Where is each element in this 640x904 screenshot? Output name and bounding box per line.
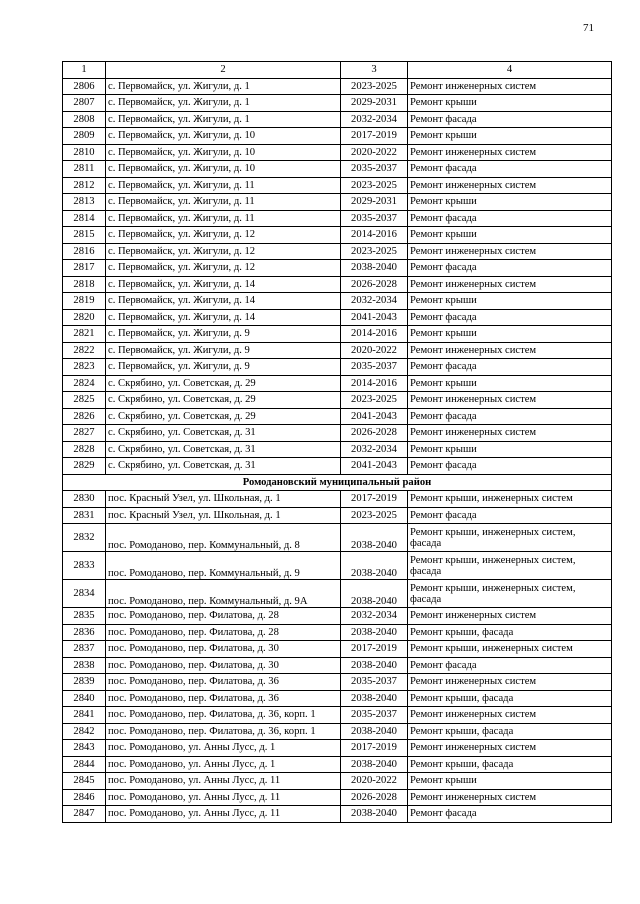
address-cell: с. Первомайск, ул. Жигули, д. 12 bbox=[106, 260, 341, 277]
work-type-cell: Ремонт крыши, фасада bbox=[408, 690, 612, 707]
row-number-cell: 2830 bbox=[63, 491, 106, 508]
row-number-cell: 2826 bbox=[63, 408, 106, 425]
work-type-cell: Ремонт инженерных систем bbox=[408, 425, 612, 442]
work-type-cell: Ремонт фасада bbox=[408, 161, 612, 178]
work-type-cell: Ремонт крыши, инженерных систем, фасада bbox=[408, 580, 612, 608]
table-row bbox=[63, 276, 612, 293]
address-cell: с. Первомайск, ул. Жигули, д. 14 bbox=[106, 309, 341, 326]
table-row bbox=[63, 161, 612, 178]
table-row bbox=[63, 441, 612, 458]
address-cell: с. Первомайск, ул. Жигули, д. 11 bbox=[106, 194, 341, 211]
row-number-cell: 2833 bbox=[63, 552, 106, 580]
address-cell: пос. Ромоданово, пер. Филатова, д. 36, корп. 1 bbox=[106, 707, 341, 724]
work-type-cell: Ремонт крыши bbox=[408, 128, 612, 145]
work-type-cell: Ремонт фасада bbox=[408, 657, 612, 674]
work-type-cell: Ремонт фасада bbox=[408, 806, 612, 823]
period-cell: 2023-2025 bbox=[341, 392, 408, 409]
work-type-cell: Ремонт фасада bbox=[408, 507, 612, 524]
work-type-cell: Ремонт крыши, инженерных систем, фасада bbox=[408, 524, 612, 552]
work-type-cell: Ремонт инженерных систем bbox=[408, 789, 612, 806]
address-cell: с. Первомайск, ул. Жигули, д. 10 bbox=[106, 161, 341, 178]
row-number-cell: 2808 bbox=[63, 111, 106, 128]
address-cell: пос. Красный Узел, ул. Школьная, д. 1 bbox=[106, 491, 341, 508]
period-cell: 2026-2028 bbox=[341, 425, 408, 442]
period-cell: 2038-2040 bbox=[341, 806, 408, 823]
table-row bbox=[63, 359, 612, 376]
repair-schedule-table bbox=[62, 61, 612, 823]
table-row bbox=[63, 375, 612, 392]
address-cell: с. Первомайск, ул. Жигули, д. 12 bbox=[106, 243, 341, 260]
address-cell: пос. Ромоданово, ул. Анны Лусс, д. 1 bbox=[106, 756, 341, 773]
period-cell: 2038-2040 bbox=[341, 756, 408, 773]
work-type-cell: Ремонт фасада bbox=[408, 408, 612, 425]
row-number-cell: 2824 bbox=[63, 375, 106, 392]
work-type-cell: Ремонт крыши bbox=[408, 375, 612, 392]
row-number-cell: 2844 bbox=[63, 756, 106, 773]
period-cell: 2026-2028 bbox=[341, 276, 408, 293]
period-cell: 2026-2028 bbox=[341, 789, 408, 806]
row-number-cell: 2841 bbox=[63, 707, 106, 724]
row-number-cell: 2816 bbox=[63, 243, 106, 260]
period-cell: 2032-2034 bbox=[341, 441, 408, 458]
table-row bbox=[63, 690, 612, 707]
row-number-cell: 2817 bbox=[63, 260, 106, 277]
table-row bbox=[63, 674, 612, 691]
work-type-cell: Ремонт крыши bbox=[408, 326, 612, 343]
table-row bbox=[63, 260, 612, 277]
row-number-cell: 2846 bbox=[63, 789, 106, 806]
row-number-cell: 2837 bbox=[63, 641, 106, 658]
address-cell: с. Первомайск, ул. Жигули, д. 1 bbox=[106, 78, 341, 95]
section-title: Ромодановский муниципальный район bbox=[63, 474, 612, 491]
period-cell: 2023-2025 bbox=[341, 177, 408, 194]
address-cell: пос. Ромоданово, ул. Анны Лусс, д. 11 bbox=[106, 773, 341, 790]
period-cell: 2020-2022 bbox=[341, 144, 408, 161]
address-cell: пос. Ромоданово, пер. Филатова, д. 28 bbox=[106, 608, 341, 625]
row-number-cell: 2818 bbox=[63, 276, 106, 293]
column-header-1: 1 bbox=[63, 62, 106, 79]
address-cell: пос. Красный Узел, ул. Школьная, д. 1 bbox=[106, 507, 341, 524]
work-type-cell: Ремонт инженерных систем bbox=[408, 740, 612, 757]
table-row bbox=[63, 210, 612, 227]
work-type-cell: Ремонт крыши, фасада bbox=[408, 756, 612, 773]
period-cell: 2038-2040 bbox=[341, 624, 408, 641]
period-cell: 2014-2016 bbox=[341, 326, 408, 343]
period-cell: 2017-2019 bbox=[341, 740, 408, 757]
address-cell: с. Скрябино, ул. Советская, д. 31 bbox=[106, 441, 341, 458]
period-cell: 2035-2037 bbox=[341, 161, 408, 178]
address-cell: с. Скрябино, ул. Советская, д. 31 bbox=[106, 458, 341, 475]
work-type-cell: Ремонт крыши, инженерных систем bbox=[408, 641, 612, 658]
address-cell: с. Первомайск, ул. Жигули, д. 12 bbox=[106, 227, 341, 244]
address-cell: с. Скрябино, ул. Советская, д. 29 bbox=[106, 375, 341, 392]
row-number-cell: 2832 bbox=[63, 524, 106, 552]
period-cell: 2035-2037 bbox=[341, 359, 408, 376]
row-number-cell: 2821 bbox=[63, 326, 106, 343]
table-row bbox=[63, 723, 612, 740]
work-type-cell: Ремонт инженерных систем bbox=[408, 392, 612, 409]
period-cell: 2038-2040 bbox=[341, 260, 408, 277]
column-header-3: 3 bbox=[341, 62, 408, 79]
row-number-cell: 2838 bbox=[63, 657, 106, 674]
address-cell: с. Скрябино, ул. Советская, д. 29 bbox=[106, 392, 341, 409]
period-cell: 2038-2040 bbox=[341, 657, 408, 674]
period-cell: 2032-2034 bbox=[341, 111, 408, 128]
period-cell: 2023-2025 bbox=[341, 78, 408, 95]
address-cell: с. Первомайск, ул. Жигули, д. 9 bbox=[106, 342, 341, 359]
row-number-cell: 2829 bbox=[63, 458, 106, 475]
table-row bbox=[63, 458, 612, 475]
work-type-cell: Ремонт фасада bbox=[408, 309, 612, 326]
row-number-cell: 2843 bbox=[63, 740, 106, 757]
period-cell: 2038-2040 bbox=[341, 524, 408, 552]
work-type-cell: Ремонт инженерных систем bbox=[408, 707, 612, 724]
table-row bbox=[63, 740, 612, 757]
period-cell: 2020-2022 bbox=[341, 342, 408, 359]
period-cell: 2020-2022 bbox=[341, 773, 408, 790]
table-row bbox=[63, 789, 612, 806]
period-cell: 2032-2034 bbox=[341, 293, 408, 310]
period-cell: 2023-2025 bbox=[341, 507, 408, 524]
address-cell: пос. Ромоданово, пер. Филатова, д. 36 bbox=[106, 690, 341, 707]
table-row bbox=[63, 425, 612, 442]
period-cell: 2038-2040 bbox=[341, 723, 408, 740]
address-cell: с. Первомайск, ул. Жигули, д. 11 bbox=[106, 210, 341, 227]
work-type-cell: Ремонт крыши bbox=[408, 293, 612, 310]
row-number-cell: 2840 bbox=[63, 690, 106, 707]
address-cell: с. Первомайск, ул. Жигули, д. 10 bbox=[106, 128, 341, 145]
table-row bbox=[63, 177, 612, 194]
table-row bbox=[63, 392, 612, 409]
row-number-cell: 2831 bbox=[63, 507, 106, 524]
address-cell: с. Первомайск, ул. Жигули, д. 10 bbox=[106, 144, 341, 161]
work-type-cell: Ремонт крыши, фасада bbox=[408, 723, 612, 740]
address-cell: с. Скрябино, ул. Советская, д. 29 bbox=[106, 408, 341, 425]
row-number-cell: 2820 bbox=[63, 309, 106, 326]
address-cell: пос. Ромоданово, пер. Коммунальный, д. 9 bbox=[106, 552, 341, 580]
work-type-cell: Ремонт фасада bbox=[408, 260, 612, 277]
table-row bbox=[63, 580, 612, 608]
work-type-cell: Ремонт крыши bbox=[408, 194, 612, 211]
period-cell: 2038-2040 bbox=[341, 552, 408, 580]
table-row bbox=[63, 95, 612, 112]
work-type-cell: Ремонт крыши bbox=[408, 773, 612, 790]
table-row bbox=[63, 773, 612, 790]
table-row bbox=[63, 624, 612, 641]
row-number-cell: 2810 bbox=[63, 144, 106, 161]
table-row bbox=[63, 524, 612, 552]
table-row bbox=[63, 128, 612, 145]
row-number-cell: 2815 bbox=[63, 227, 106, 244]
address-cell: пос. Ромоданово, ул. Анны Лусс, д. 11 bbox=[106, 806, 341, 823]
table-row bbox=[63, 507, 612, 524]
address-cell: пос. Ромоданово, ул. Анны Лусс, д. 1 bbox=[106, 740, 341, 757]
work-type-cell: Ремонт крыши, инженерных систем bbox=[408, 491, 612, 508]
work-type-cell: Ремонт фасада bbox=[408, 458, 612, 475]
work-type-cell: Ремонт инженерных систем bbox=[408, 177, 612, 194]
work-type-cell: Ремонт фасада bbox=[408, 210, 612, 227]
period-cell: 2035-2037 bbox=[341, 707, 408, 724]
column-header-4: 4 bbox=[408, 62, 612, 79]
table-row bbox=[63, 326, 612, 343]
row-number-cell: 2812 bbox=[63, 177, 106, 194]
table-row bbox=[63, 552, 612, 580]
table-row bbox=[63, 111, 612, 128]
table-row bbox=[63, 806, 612, 823]
table-row bbox=[63, 78, 612, 95]
work-type-cell: Ремонт крыши bbox=[408, 95, 612, 112]
work-type-cell: Ремонт инженерных систем bbox=[408, 342, 612, 359]
row-number-cell: 2827 bbox=[63, 425, 106, 442]
row-number-cell: 2847 bbox=[63, 806, 106, 823]
address-cell: с. Первомайск, ул. Жигули, д. 11 bbox=[106, 177, 341, 194]
period-cell: 2041-2043 bbox=[341, 458, 408, 475]
row-number-cell: 2839 bbox=[63, 674, 106, 691]
period-cell: 2029-2031 bbox=[341, 194, 408, 211]
row-number-cell: 2822 bbox=[63, 342, 106, 359]
row-number-cell: 2813 bbox=[63, 194, 106, 211]
address-cell: с. Первомайск, ул. Жигули, д. 9 bbox=[106, 359, 341, 376]
period-cell: 2032-2034 bbox=[341, 608, 408, 625]
row-number-cell: 2814 bbox=[63, 210, 106, 227]
row-number-cell: 2842 bbox=[63, 723, 106, 740]
work-type-cell: Ремонт инженерных систем bbox=[408, 608, 612, 625]
row-number-cell: 2828 bbox=[63, 441, 106, 458]
column-header-2: 2 bbox=[106, 62, 341, 79]
table-row bbox=[63, 194, 612, 211]
period-cell: 2017-2019 bbox=[341, 128, 408, 145]
address-cell: с. Первомайск, ул. Жигули, д. 1 bbox=[106, 111, 341, 128]
period-cell: 2029-2031 bbox=[341, 95, 408, 112]
work-type-cell: Ремонт инженерных систем bbox=[408, 144, 612, 161]
work-type-cell: Ремонт крыши, инженерных систем, фасада bbox=[408, 552, 612, 580]
section-header-row bbox=[63, 474, 612, 491]
table-row bbox=[63, 144, 612, 161]
row-number-cell: 2835 bbox=[63, 608, 106, 625]
address-cell: пос. Ромоданово, пер. Коммунальный, д. 9А bbox=[106, 580, 341, 608]
row-number-cell: 2811 bbox=[63, 161, 106, 178]
table-row bbox=[63, 408, 612, 425]
row-number-cell: 2823 bbox=[63, 359, 106, 376]
period-cell: 2014-2016 bbox=[341, 227, 408, 244]
work-type-cell: Ремонт крыши bbox=[408, 227, 612, 244]
table-row bbox=[63, 309, 612, 326]
work-type-cell: Ремонт фасада bbox=[408, 111, 612, 128]
work-type-cell: Ремонт крыши bbox=[408, 441, 612, 458]
row-number-cell: 2807 bbox=[63, 95, 106, 112]
row-number-cell: 2834 bbox=[63, 580, 106, 608]
address-cell: пос. Ромоданово, пер. Филатова, д. 30 bbox=[106, 657, 341, 674]
table-row bbox=[63, 657, 612, 674]
period-cell: 2035-2037 bbox=[341, 674, 408, 691]
address-cell: пос. Ромоданово, пер. Филатова, д. 36, корп. 1 bbox=[106, 723, 341, 740]
table-row bbox=[63, 293, 612, 310]
table-row bbox=[63, 227, 612, 244]
table-header-row bbox=[63, 62, 612, 79]
table-row bbox=[63, 707, 612, 724]
address-cell: пос. Ромоданово, пер. Филатова, д. 30 bbox=[106, 641, 341, 658]
period-cell: 2035-2037 bbox=[341, 210, 408, 227]
address-cell: пос. Ромоданово, пер. Коммунальный, д. 8 bbox=[106, 524, 341, 552]
work-type-cell: Ремонт инженерных систем bbox=[408, 276, 612, 293]
period-cell: 2041-2043 bbox=[341, 408, 408, 425]
row-number-cell: 2819 bbox=[63, 293, 106, 310]
work-type-cell: Ремонт крыши, фасада bbox=[408, 624, 612, 641]
row-number-cell: 2836 bbox=[63, 624, 106, 641]
address-cell: с. Первомайск, ул. Жигули, д. 9 bbox=[106, 326, 341, 343]
row-number-cell: 2825 bbox=[63, 392, 106, 409]
table-row bbox=[63, 641, 612, 658]
address-cell: пос. Ромоданово, пер. Филатова, д. 36 bbox=[106, 674, 341, 691]
row-number-cell: 2809 bbox=[63, 128, 106, 145]
table-row bbox=[63, 491, 612, 508]
table-row bbox=[63, 756, 612, 773]
period-cell: 2023-2025 bbox=[341, 243, 408, 260]
period-cell: 2041-2043 bbox=[341, 309, 408, 326]
table-row bbox=[63, 342, 612, 359]
period-cell: 2038-2040 bbox=[341, 580, 408, 608]
work-type-cell: Ремонт фасада bbox=[408, 359, 612, 376]
table-row bbox=[63, 608, 612, 625]
period-cell: 2017-2019 bbox=[341, 491, 408, 508]
period-cell: 2017-2019 bbox=[341, 641, 408, 658]
period-cell: 2038-2040 bbox=[341, 690, 408, 707]
address-cell: пос. Ромоданово, пер. Филатова, д. 28 bbox=[106, 624, 341, 641]
work-type-cell: Ремонт инженерных систем bbox=[408, 78, 612, 95]
work-type-cell: Ремонт инженерных систем bbox=[408, 674, 612, 691]
address-cell: с. Первомайск, ул. Жигули, д. 1 bbox=[106, 95, 341, 112]
row-number-cell: 2806 bbox=[63, 78, 106, 95]
address-cell: с. Первомайск, ул. Жигули, д. 14 bbox=[106, 276, 341, 293]
row-number-cell: 2845 bbox=[63, 773, 106, 790]
address-cell: пос. Ромоданово, ул. Анны Лусс, д. 11 bbox=[106, 789, 341, 806]
address-cell: с. Первомайск, ул. Жигули, д. 14 bbox=[106, 293, 341, 310]
address-cell: с. Скрябино, ул. Советская, д. 31 bbox=[106, 425, 341, 442]
page-number: 71 bbox=[583, 22, 594, 34]
table-row bbox=[63, 243, 612, 260]
work-type-cell: Ремонт инженерных систем bbox=[408, 243, 612, 260]
period-cell: 2014-2016 bbox=[341, 375, 408, 392]
